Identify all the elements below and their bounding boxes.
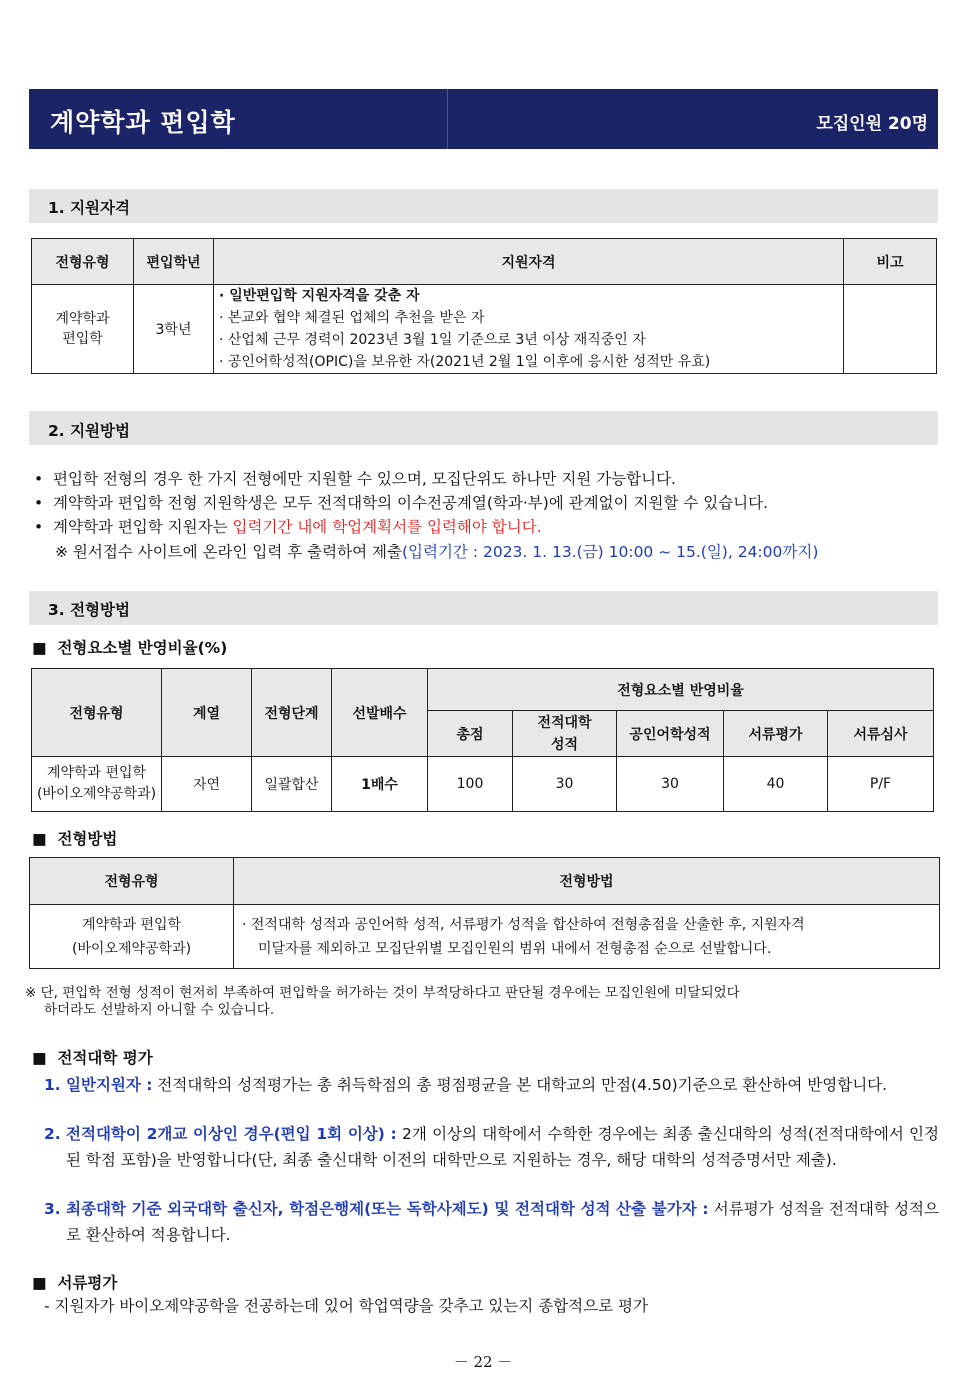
subhead-doc-eval: ■ 서류평가 [32, 1274, 118, 1292]
cell-qual [214, 285, 844, 374]
r-total: 100 [428, 757, 513, 812]
qual-line: · 본교와 협약 체결된 업체의 추천을 받은 자 [219, 310, 485, 326]
doc-eval-line: - 지원자가 바이오제약공학을 전공하는데 있어 학업역량을 갖추고 있는지 종합적으로 평가 [44, 1297, 648, 1315]
r-stage: 일괄합산 [252, 757, 332, 812]
col-qual: 지원자격 [214, 239, 844, 285]
qual-line: · 산업체 근무 경력이 2023년 3월 1일 기준으로 3년 이상 재직중인 자 [219, 332, 646, 348]
section-2-bar [29, 411, 938, 445]
h-prev: 전적대학 성적 [513, 711, 617, 757]
section-2-title: 2. 지원방법 [48, 422, 130, 440]
h-field: 계열 [162, 669, 252, 757]
h-total: 총점 [428, 711, 513, 757]
section-3-title: 3. 전형방법 [48, 601, 130, 619]
col-year: 편입학년 [134, 239, 214, 285]
col-type: 전형유형 [32, 239, 134, 285]
r-lang: 30 [617, 757, 724, 812]
subhead-ratio: ■ 전형요소별 반영비율(%) [32, 639, 228, 657]
note-line-1: ※ 단, 편입학 전형 성적이 현저히 부족하여 편입학을 허가하는 것이 부적당하다고 판단될 경우에는 모집인원에 미달되었다 [25, 985, 740, 1001]
h-stage: 전형단계 [252, 669, 332, 757]
recruit-count: 모집인원 20명 [816, 114, 928, 134]
qualification-table [31, 238, 937, 374]
col-note: 비고 [844, 239, 937, 285]
h-method-type: 전형유형 [30, 858, 234, 905]
h-type: 전형유형 [32, 669, 162, 757]
deadline-warning: 입력기간 내에 학업계획서를 입력해야 합니다. [232, 518, 542, 536]
bullet-3: • 계약학과 편입학 지원자는 입력기간 내에 학업계획서를 입력해야 합니다. [34, 518, 542, 536]
note-line-2: 하더라도 선발하지 아니할 수 있습니다. [44, 1002, 275, 1018]
page-title: 계약학과 편입학 [50, 108, 236, 137]
bullet-4: ※ 원서접수 사이트에 온라인 입력 후 출력하여 제출(입력기간 : 2023. 1. 13.(금) 10:00 ~ 15.(일), 24:00까지) [55, 543, 819, 561]
h-method: 전형방법 [234, 858, 940, 905]
cell-year: 3학년 [134, 285, 214, 374]
h-review: 서류심사 [828, 711, 934, 757]
header-divider [447, 89, 448, 149]
h-group: 전형요소별 반영비율 [428, 669, 934, 711]
eval-item-3: 3. 최종대학 기준 외국대학 출신자, 학점은행제(또는 독학사제도) 및 전적대학 성적 산출 불가자 : 서류평가 성적을 전적대학 성적으로 환산하여 적용합니다. [44, 1200, 939, 1244]
h-doc: 서류평가 [724, 711, 828, 757]
bullet-1: • 편입학 전형의 경우 한 가지 전형에만 지원할 수 있으며, 모집단위도 하나만 지원 가능합니다. [34, 470, 676, 488]
r-review: P/F [828, 757, 934, 812]
cell-note [844, 285, 937, 374]
r-type: 계약학과 편입학 (바이오제약공학과) [32, 757, 162, 812]
cell-type: 계약학과 편입학 [32, 285, 134, 374]
qual-line: · 공인어학성적(OPIC)을 보유한 자(2021년 2월 1일 이후에 응시한 성적만 유효) [219, 354, 711, 370]
subhead-prev-eval: ■ 전적대학 평가 [32, 1049, 153, 1067]
section-1-bar [29, 189, 938, 223]
section-1-title: 1. 지원자격 [48, 199, 130, 217]
r-mult: 1배수 [332, 757, 428, 812]
h-mult: 선발배수 [332, 669, 428, 757]
r-method-type: 계약학과 편입학 (바이오제약공학과) [30, 905, 234, 969]
method-table [29, 857, 940, 969]
section-3-bar [29, 591, 938, 625]
input-period: (입력기간 : 2023. 1. 13.(금) 10:00 ~ 15.(일), 24:00까지) [401, 543, 819, 561]
eval-item-1: 1. 일반지원자 : 전적대학의 성적평가는 총 취득학점의 총 평점평균을 본 대학교의 만점(4.50)기준으로 환산하여 반영합니다. [44, 1076, 888, 1094]
bullet-2: • 계약학과 편입학 전형 지원학생은 모두 전적대학의 이수전공계열(학과·부)에 관계없이 지원할 수 있습니다. [34, 494, 769, 512]
page-number: － 22 － [453, 1353, 513, 1371]
ratio-table [31, 668, 934, 812]
qual-line: · 일반편입학 지원자격을 갖춘 자 [219, 288, 420, 304]
r-doc: 40 [724, 757, 828, 812]
h-lang: 공인어학성적 [617, 711, 724, 757]
eval-item-2: 2. 전적대학이 2개교 이상인 경우(편입 1회 이상) : 2개 이상의 대학에서 수학한 경우에는 최종 출신대학의 성적(전적대학에서 인정된 학점 포함)을 반영합니다(단, 최종 출신대학 이전의 대학만으로 지원하는 경우, 해당 대학의 성적증명서만 제출). [44, 1125, 940, 1169]
r-prev: 30 [513, 757, 617, 812]
r-field: 자연 [162, 757, 252, 812]
r-method: · 전적대학 성적과 공인어학 성적, 서류평가 성적을 합산하여 전형총점을 산출한 후, 지원자격 미달자를 제외하고 모집단위별 모집인원의 범위 내에서 전형총점 순으로 선발합니다. [234, 905, 940, 969]
subhead-method: ■ 전형방법 [32, 830, 118, 848]
